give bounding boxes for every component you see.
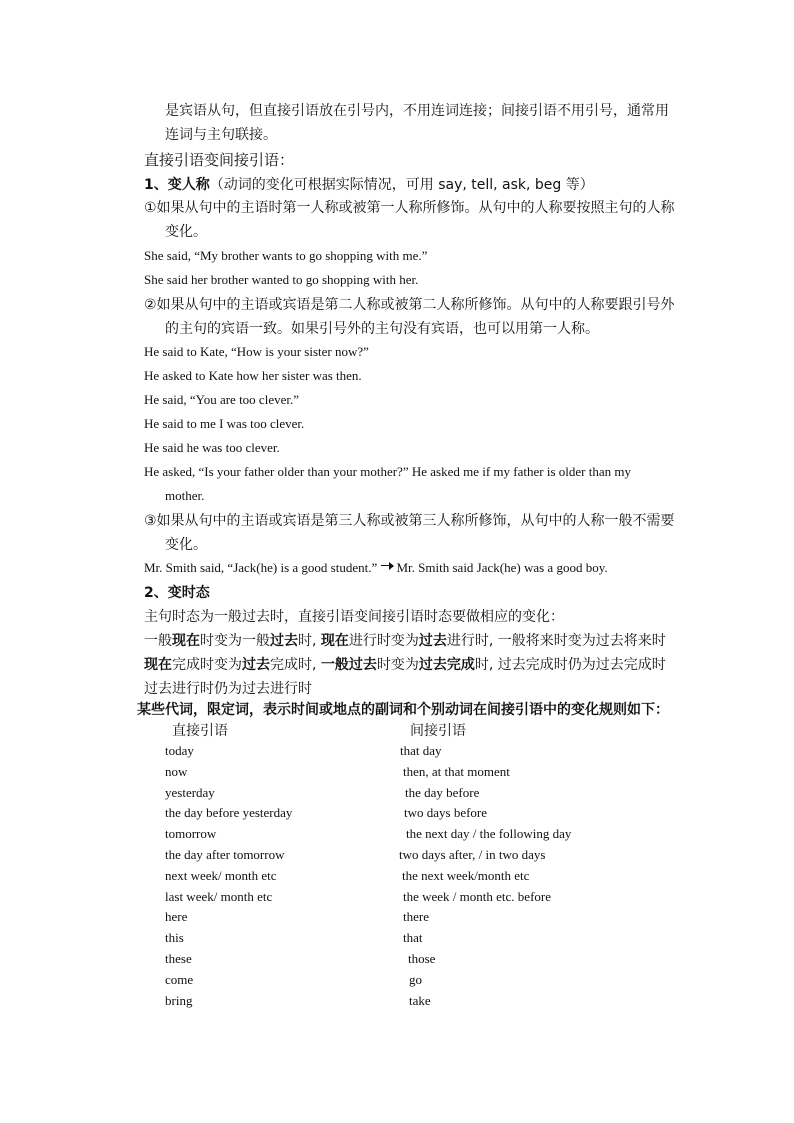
s2l2-segment: 时, bbox=[298, 633, 321, 649]
s2l3-segment: 完成时, bbox=[270, 657, 321, 673]
intro-line-2: 连词与主句联接。 bbox=[165, 127, 277, 143]
example-2b: He asked to Kate how her sister was then. bbox=[144, 368, 362, 383]
rule3-line-2: 变化。 bbox=[165, 537, 207, 553]
s2l2-segment: 进行时变为 bbox=[348, 633, 419, 649]
arrow-right-icon bbox=[381, 562, 395, 570]
section1-title-bold: 1、变人称 bbox=[144, 177, 210, 193]
example-3 bbox=[144, 560, 608, 576]
section2-line-4: 过去进行时仍为过去进行时 bbox=[144, 681, 312, 697]
rule1-line-2: 变化。 bbox=[165, 224, 207, 240]
s2l2-segment: 现在 bbox=[320, 633, 349, 649]
rule3-line-1: ③如果从句中的主语或宾语是第三人称或被第三人称所修饰，从句中的人称一般不需要 bbox=[144, 513, 675, 529]
indirect-term: two days after, / in two days bbox=[399, 847, 546, 862]
s2l3-segment: 过去 bbox=[242, 657, 270, 673]
indirect-term: the next day / the following day bbox=[406, 826, 572, 842]
example-2f-line-2: mother. bbox=[165, 488, 205, 503]
indirect-term: the day before bbox=[405, 784, 480, 800]
section2-title: 2、变时态 bbox=[144, 585, 210, 601]
indirect-term: there bbox=[403, 909, 429, 925]
direct-term: the day before yesterday bbox=[165, 805, 293, 821]
direct-term: the day after tomorrow bbox=[165, 847, 285, 862]
indirect-term: that bbox=[403, 930, 423, 946]
s2l2-segment: 一般 bbox=[144, 633, 172, 649]
section2-line-3 bbox=[144, 654, 666, 674]
direct-term: next week/ month etc bbox=[165, 867, 277, 883]
direct-term: now bbox=[165, 763, 188, 779]
rule2-line-1: ②如果从句中的主语或宾语是第二人称或被第二人称所修饰。从句中的人称要跟引号外 bbox=[144, 297, 675, 313]
indirect-term: the next week/month etc bbox=[402, 867, 530, 883]
example-3-direct: Mr. Smith said, “Jack(he) is a good student.” bbox=[144, 560, 378, 575]
s2l2-segment: 时变为一般 bbox=[200, 633, 270, 649]
example-2f-line-1: He asked, “Is your father older than your mother?” He asked me if my father is older than my bbox=[144, 464, 631, 479]
direct-term: this bbox=[165, 930, 184, 946]
example-1b: She said her brother wanted to go shopping with her. bbox=[144, 272, 419, 287]
s2l2-segment: 过去 bbox=[270, 633, 298, 649]
section2-line-1: 主句时态为一般过去时，直接引语变间接引语时态要做相应的变化： bbox=[144, 609, 564, 625]
s2l3-segment: 完成时变为 bbox=[172, 657, 242, 673]
indirect-term: then, at that moment bbox=[403, 763, 510, 779]
section3-title: 某些代词，限定词，表示时间或地点的副词和个别动词在间接引语中的变化规则如下： bbox=[137, 702, 669, 718]
direct-term: today bbox=[165, 743, 194, 758]
header-direct: 直接引语 bbox=[172, 723, 228, 739]
direct-term: come bbox=[165, 971, 194, 987]
direct-term: bring bbox=[165, 992, 193, 1008]
example-2a: He said to Kate, “How is your sister now?” bbox=[144, 344, 369, 359]
main-heading: 直接引语变间接引语： bbox=[144, 151, 295, 169]
s2l3-segment: 现在 bbox=[144, 657, 172, 673]
example-2e: He said he was too clever. bbox=[144, 440, 280, 455]
s2l3-segment: 过去完成 bbox=[418, 657, 475, 673]
indirect-term: take bbox=[409, 992, 431, 1008]
rule1-line-1: ①如果从句中的主语时第一人称或被第一人称所修饰。从句中的人称要按照主句的人称 bbox=[144, 200, 675, 216]
s2l2-segment: 现在 bbox=[172, 633, 200, 649]
intro-line-1: 是宾语从句，但直接引语放在引号内，不用连词连接；间接引语不用引号，通常用 bbox=[165, 103, 669, 119]
direct-term: yesterday bbox=[165, 784, 215, 800]
example-2c: He said, “You are too clever.” bbox=[144, 392, 299, 407]
indirect-term: the week / month etc. before bbox=[403, 888, 551, 904]
section2-line-2 bbox=[144, 630, 666, 650]
section1-title-note: （动词的变化可根据实际情况，可用 say, tell, ask, beg 等） bbox=[209, 177, 594, 193]
direct-term: these bbox=[165, 951, 192, 966]
example-3-indirect: Mr. Smith said Jack(he) was a good boy. bbox=[396, 560, 608, 575]
s2l2-segment: 过去 bbox=[418, 633, 447, 649]
rule2-line-2: 的主句的宾语一致。如果引号外的主句没有宾语，也可以用第一人称。 bbox=[165, 321, 599, 337]
example-1a: She said, “My brother wants to go shopping with me.” bbox=[144, 248, 428, 263]
s2l2-segment: 进行时, 一般将来时变为过去将来时 bbox=[446, 633, 666, 649]
direct-term: last week/ month etc bbox=[165, 888, 273, 904]
direct-term: tomorrow bbox=[165, 826, 217, 842]
s2l3-segment: 一般过去 bbox=[320, 657, 377, 673]
indirect-term: those bbox=[408, 951, 436, 966]
s2l3-segment: 时, 过去完成时仍为过去完成时 bbox=[474, 657, 666, 673]
indirect-term: go bbox=[409, 971, 422, 987]
section1-title bbox=[144, 174, 594, 194]
s2l3-segment: 时变为 bbox=[376, 657, 419, 673]
indirect-term: two days before bbox=[404, 805, 488, 821]
example-2d: He said to me I was too clever. bbox=[144, 416, 305, 431]
header-indirect: 间接引语 bbox=[410, 723, 466, 739]
indirect-term: that day bbox=[400, 743, 442, 758]
direct-term: here bbox=[165, 909, 188, 925]
